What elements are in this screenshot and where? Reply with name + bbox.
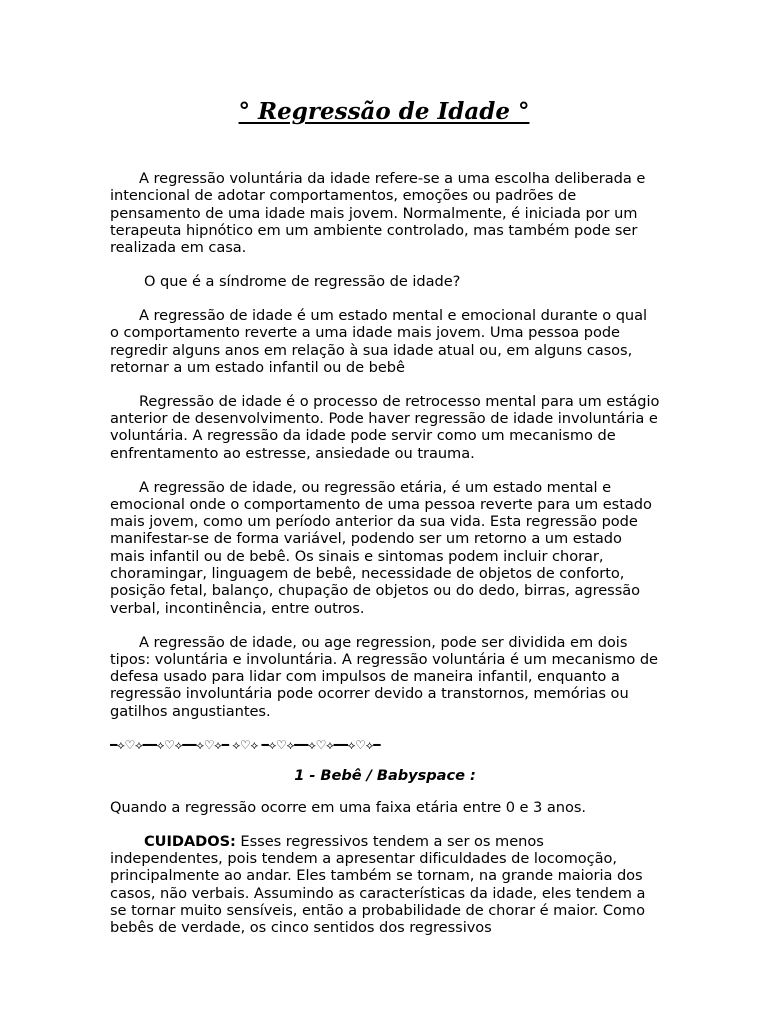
decorative-divider: ━⟡♡⟡━━⟡♡⟡━━⟡♡⟡━ ⟡♡⟡ ━⟡♡⟡━━⟡♡⟡━━⟡♡⟡━	[110, 737, 381, 752]
care-text: Esses regressivos tendem a ser os menos independentes, pois tendem a apresentar dificuldades de locomoção, principalmente ao andar. Eles também se tornam, na grande maioria dos casos, não verbais. Assumindo as características da idade, eles tendem a se tornar muito sensíveis, então a probabilidade de chorar é maior. Como bebês de verdade, os cinco sentidos dos regressivos	[110, 832, 646, 937]
paragraph-types: A regressão de idade, ou age regression, pode ser dividida em dois tipos: voluntária e involuntária. A regressão voluntária é um mecanismo de defesa usado para lidar com impulsos de maneira infantil, enquanto a regressão involuntária pode ocorrer devido a transtornos, memórias ou gatilhos angustiantes.	[110, 633, 658, 720]
paragraph-baby-care	[110, 833, 660, 937]
section-heading-baby: 1 - Bebê / Babyspace :	[294, 766, 476, 784]
document-title-text: ° Regressão de Idade °	[238, 98, 530, 125]
paragraph-definition: A regressão de idade é um estado mental e emocional durante o qual o comportamento reverte a uma idade mais jovem. Uma pessoa pode regredir alguns anos em relação à sua idade atual ou, em alguns casos, retornar a um estado infantil ou de bebê	[110, 306, 648, 376]
paragraph-question: O que é a síndrome de regressão de idade?	[144, 273, 461, 291]
care-label: CUIDADOS:	[144, 832, 236, 850]
paragraph-symptoms: A regressão de idade, ou regressão etária, é um estado mental e emocional onde o comportamento de uma pessoa reverte para um estado mais jovem, como um período anterior da sua vida. Esta regressão pode manifestar-se de forma variável, podendo ser um retorno a um estado mais infantil ou de bebê. Os sinais e sintomas podem incluir chorar, choramingar, linguagem de bebê, necessidade de objetos de conforto, posição fetal, balanço, chupação de objetos ou do dedo, birras, agressão verbal, incontinência, entre outros.	[110, 478, 652, 617]
paragraph-process: Regressão de idade é o processo de retrocesso mental para um estágio anterior de desenvolvimento. Pode haver regressão de idade involuntária e voluntária. A regressão da idade pode servir como um mecanismo de enfrentamento ao estresse, ansiedade ou trauma.	[110, 392, 660, 462]
document-body	[110, 170, 660, 953]
paragraph-baby-intro: Quando a regressão ocorre em uma faixa etária entre 0 e 3 anos.	[110, 798, 586, 816]
document-title	[0, 97, 768, 127]
paragraph-intro: A regressão voluntária da idade refere-se a uma escolha deliberada e intencional de adotar comportamentos, emoções ou padrões de pensamento de uma idade mais jovem. Normalmente, é iniciada por um terapeuta hipnótico em um ambiente controlado, mas também pode ser realizada em casa.	[110, 170, 646, 257]
